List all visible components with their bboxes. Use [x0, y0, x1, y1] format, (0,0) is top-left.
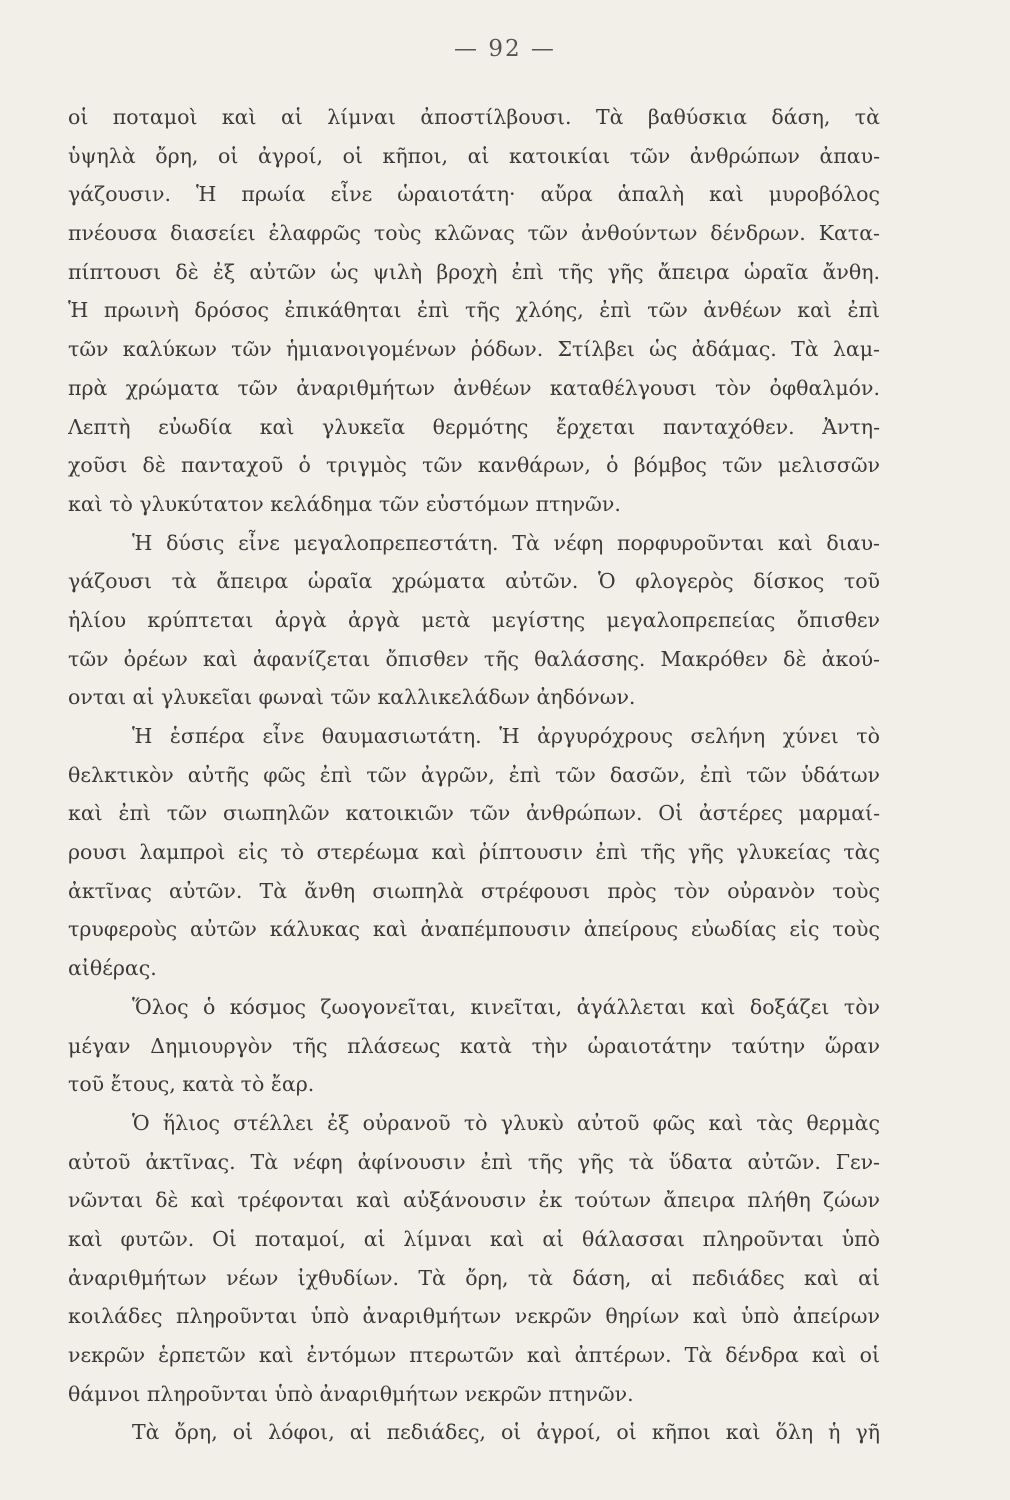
text-line: ρουσι λαμπροὶ εἰς τὸ στερέωμα καὶ ῥίπτουσιν ἐπὶ τῆς γῆς γλυκείας τὰς [68, 840, 880, 865]
text-line: καὶ φυτῶν. Οἱ ποταμοί, αἱ λίμναι καὶ αἱ θάλασσαι πληροῦνται ὑπὸ [68, 1226, 880, 1251]
text-line: τοῦ ἔτους, κατὰ τὸ ἔαρ. [68, 1072, 315, 1097]
text-line: ονται αἱ γλυκεῖαι φωναὶ τῶν καλλικελάδων ἀηδόνων. [68, 685, 636, 710]
text-line: καὶ τὸ γλυκύτατον κελάδημα τῶν εὐστόμων πτηνῶν. [68, 491, 621, 516]
text-line: Ἡ δύσις εἶνε μεγαλοπρεπεστάτη. Τὰ νέφη πορφυροῦνται καὶ διαυ- [132, 530, 880, 555]
text-line: Ἡ ἑσπέρα εἶνε θαυμασιωτάτη. Ἡ ἀργυρόχρους σελήνη χύνει τὸ [132, 724, 880, 748]
text-line: Ἡ πρωινὴ δρόσος ἐπικάθηται ἐπὶ τῆς χλόης, ἐπὶ τῶν ἀνθέων καὶ ἐπὶ [68, 298, 880, 323]
text-line: ὑψηλὰ ὄρη, οἱ ἀγροί, οἱ κῆποι, αἱ κατοικίαι τῶν ἀνθρώπων ἀπαυ- [68, 143, 880, 168]
text-line: νεκρῶν ἑρπετῶν καὶ ἐντόμων πτερωτῶν καὶ ἀπτέρων. Τὰ δένδρα καὶ οἱ [68, 1343, 880, 1367]
page-number: — 92 — [454, 36, 556, 62]
text-line: Ὁ ἥλιος στέλλει ἐξ οὐρανοῦ τὸ γλυκὺ αὐτοῦ φῶς καὶ τὰς θερμὰς [132, 1110, 880, 1135]
text-line: θελκτικὸν αὐτῆς φῶς ἐπὶ τῶν ἀγρῶν, ἐπὶ τῶν δασῶν, ἐπὶ τῶν ὑδάτων [68, 762, 880, 787]
text-line: τῶν ὀρέων καὶ ἀφανίζεται ὄπισθεν τῆς θαλάσσης. Μακρόθεν δὲ ἀκού- [68, 646, 880, 671]
text-line: θάμνοι πληροῦνται ὑπὸ ἀναριθμήτων νεκρῶν πτηνῶν. [68, 1381, 634, 1406]
text-line: χοῦσι δὲ πανταχοῦ ὁ τριγμὸς τῶν κανθάρων, ὁ βόμβος τῶν μελισσῶν [68, 453, 880, 478]
text-line: νῶνται δὲ καὶ τρέφονται καὶ αὐξάνουσιν ἐκ τούτων ἄπειρα πλήθη ζώων [68, 1188, 880, 1213]
text-line: Λεπτὴ εὐωδία καὶ γλυκεῖα θερμότης ἔρχεται πανταχόθεν. Ἀντη- [68, 414, 880, 439]
text-line: γάζουσι τὰ ἄπειρα ὡραῖα χρώματα αὐτῶν. Ὁ φλογερὸς δίσκος τοῦ [68, 569, 880, 594]
text-line: οἱ ποταμοὶ καὶ αἱ λίμναι ἀποστίλβουσι. Τὰ βαθύσκια δάση, τὰ [68, 105, 880, 129]
text-line: Τὰ ὄρη, οἱ λόφοι, αἱ πεδιάδες, οἱ ἀγροί, οἱ κῆποι καὶ ὅλη ἡ γῆ [132, 1420, 880, 1445]
text-line: τῶν καλύκων τῶν ἡμιανοιγομένων ῥόδων. Στίλβει ὡς ἀδάμας. Τὰ λαμ- [68, 337, 880, 362]
text-line: αἰθέρας. [68, 956, 157, 981]
text-line: ἀκτῖνας αὐτῶν. Τὰ ἄνθη σιωπηλὰ στρέφουσι πρὸς τὸν οὐρανὸν τοὺς [68, 878, 880, 903]
text-line: ἀναριθμήτων νέων ἰχθυδίων. Τὰ ὄρη, τὰ δάση, αἱ πεδιάδες καὶ αἱ [68, 1265, 880, 1290]
text-line: Ὅλος ὁ κόσμος ζωογονεῖται, κινεῖται, ἀγάλλεται καὶ δοξάζει τὸν [132, 994, 880, 1019]
text-line: αὐτοῦ ἀκτῖνας. Τὰ νέφη ἀφίνουσιν ἐπὶ τῆς γῆς τὰ ὕδατα αὐτῶν. Γεν- [68, 1149, 880, 1174]
text-line: ἡλίου κρύπτεται ἀργὰ ἀργὰ μετὰ μεγίστης μεγαλοπρεπείας ὄπισθεν [68, 607, 880, 632]
text-line: πρὰ χρώματα τῶν ἀναριθμήτων ἀνθέων καταθέλγουσι τὸν ὀφθαλμόν. [68, 375, 880, 400]
text-line: γάζουσιν. Ἡ πρωία εἶνε ὡραιοτάτη· αὔρα ἁπαλὴ καὶ μυροβόλος [68, 182, 880, 207]
body-text [68, 98, 880, 1452]
text-line: καὶ ἐπὶ τῶν σιωπηλῶν κατοικιῶν τῶν ἀνθρώπων. Οἱ ἀστέρες μαρμαί- [68, 801, 880, 826]
text-line: μέγαν Δημιουργὸν τῆς πλάσεως κατὰ τὴν ὡραιοτάτην ταύτην ὥραν [68, 1033, 880, 1058]
text-line: πίπτουσι δὲ ἐξ αὐτῶν ὡς ψιλὴ βροχὴ ἐπὶ τῆς γῆς ἄπειρα ὡραῖα ἄνθη. [68, 259, 880, 284]
text-line: τρυφεροὺς αὐτῶν κάλυκας καὶ ἀναπέμπουσιν ἀπείρους εὐωδίας εἰς τοὺς [68, 917, 880, 942]
text-line: κοιλάδες πληροῦνται ὑπὸ ἀναριθμήτων νεκρῶν θηρίων καὶ ὑπὸ ἀπείρων [68, 1304, 880, 1329]
text-line: πνέουσα διασείει ἐλαφρῶς τοὺς κλῶνας τῶν ἀνθούντων δένδρων. Κατα- [68, 221, 880, 246]
